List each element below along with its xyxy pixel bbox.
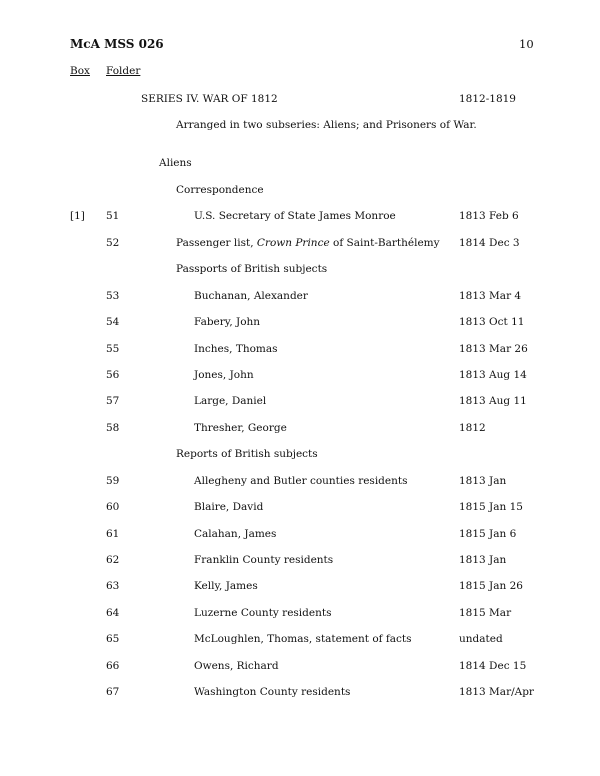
- folder-date: 1813 Aug 11: [459, 395, 527, 407]
- title-text: of Saint-Barthélemy: [329, 237, 440, 249]
- folder-title: Inches, Thomas: [194, 343, 278, 355]
- folder-title: Kelly, James: [194, 580, 258, 592]
- folder-title: [176, 237, 440, 249]
- folder-row: [0, 501, 600, 515]
- folder-date: 1815 Mar: [459, 607, 512, 619]
- vessel-name: Crown Prince: [256, 237, 330, 249]
- folder-row: [0, 554, 600, 568]
- folder-title: Luzerne County residents: [194, 607, 332, 619]
- folder-number: 53: [106, 290, 120, 302]
- series-title: SERIES IV. WAR OF 1812: [141, 93, 278, 105]
- folder-title: Owens, Richard: [194, 660, 279, 672]
- folder-date: 1813 Mar/Apr: [459, 686, 534, 698]
- folder-date: 1813 Jan: [459, 475, 507, 487]
- folder-number: 52: [106, 237, 120, 249]
- subseries-title: Aliens: [159, 157, 192, 169]
- folder-row: [0, 237, 600, 251]
- folder-row: [0, 395, 600, 409]
- folder-row: [0, 686, 600, 700]
- column-heading-box: Box: [70, 65, 90, 77]
- folder-date: 1813 Jan: [459, 554, 507, 566]
- folder-date: 1813 Feb 6: [459, 210, 519, 222]
- folder-date: 1814 Dec 15: [459, 660, 527, 672]
- folder-number: 63: [106, 580, 120, 592]
- folder-date: 1815 Jan 15: [459, 501, 523, 513]
- folder-number: 57: [106, 395, 120, 407]
- folder-number: 55: [106, 343, 120, 355]
- series-dates: 1812-1819: [459, 93, 516, 105]
- folder-number: 65: [106, 633, 120, 645]
- folder-row: [0, 580, 600, 594]
- folder-number: 66: [106, 660, 120, 672]
- folder-number: 60: [106, 501, 120, 513]
- folder-title: Washington County residents: [194, 686, 351, 698]
- folder-row: [0, 633, 600, 647]
- folder-title: Large, Daniel: [194, 395, 267, 407]
- folder-date: 1813 Oct 11: [459, 316, 525, 328]
- folder-row: [0, 475, 600, 489]
- folder-title: Calahan, James: [194, 528, 277, 540]
- folder-title: Jones, John: [194, 369, 254, 381]
- folder-row: [0, 316, 600, 330]
- folder-row: [0, 210, 600, 224]
- folder-title: Blaire, David: [194, 501, 264, 513]
- box-number: [1]: [70, 210, 85, 222]
- folder-title: Buchanan, Alexander: [194, 290, 308, 302]
- folder-date: undated: [459, 633, 503, 645]
- folder-date: 1813 Mar 4: [459, 290, 522, 302]
- folder-title: McLoughlen, Thomas, statement of facts: [194, 633, 412, 645]
- folder-date: 1815 Jan 6: [459, 528, 517, 540]
- folder-title: Thresher, George: [194, 422, 287, 434]
- folder-number: 56: [106, 369, 120, 381]
- folder-title: Franklin County residents: [194, 554, 334, 566]
- title-text: Passenger list,: [176, 237, 257, 249]
- folder-date: 1814 Dec 3: [459, 237, 520, 249]
- folder-number: 62: [106, 554, 120, 566]
- folder-date: 1813 Aug 14: [459, 369, 527, 381]
- folder-row: [0, 660, 600, 674]
- folder-number: 51: [106, 210, 120, 222]
- folder-row: [0, 528, 600, 542]
- collection-id: McA MSS 026: [70, 37, 164, 51]
- folder-row: [0, 343, 600, 357]
- folder-row: [0, 422, 600, 436]
- folder-number: 54: [106, 316, 120, 328]
- folder-number: 67: [106, 686, 120, 698]
- folder-title: Allegheny and Butler counties residents: [194, 475, 408, 487]
- page-number: 10: [519, 37, 534, 51]
- folder-date: 1813 Mar 26: [459, 343, 528, 355]
- folder-row: [0, 607, 600, 621]
- folder-number: 64: [106, 607, 120, 619]
- folder-row: [0, 369, 600, 383]
- group-heading-passports: Passports of British subjects: [176, 263, 328, 275]
- folder-number: 61: [106, 528, 120, 540]
- folder-number: 59: [106, 475, 120, 487]
- group-heading-reports: Reports of British subjects: [176, 448, 318, 460]
- group-heading-correspondence: Correspondence: [176, 184, 264, 196]
- folder-date: 1815 Jan 26: [459, 580, 523, 592]
- series-arrangement-note: Arranged in two subseries: Aliens; and Prisoners of War.: [176, 119, 477, 131]
- folder-number: 58: [106, 422, 120, 434]
- folder-row: [0, 290, 600, 304]
- column-heading-folder: Folder: [106, 65, 141, 77]
- folder-date: 1812: [459, 422, 486, 434]
- folder-title: U.S. Secretary of State James Monroe: [194, 210, 396, 222]
- folder-title: Fabery, John: [194, 316, 261, 328]
